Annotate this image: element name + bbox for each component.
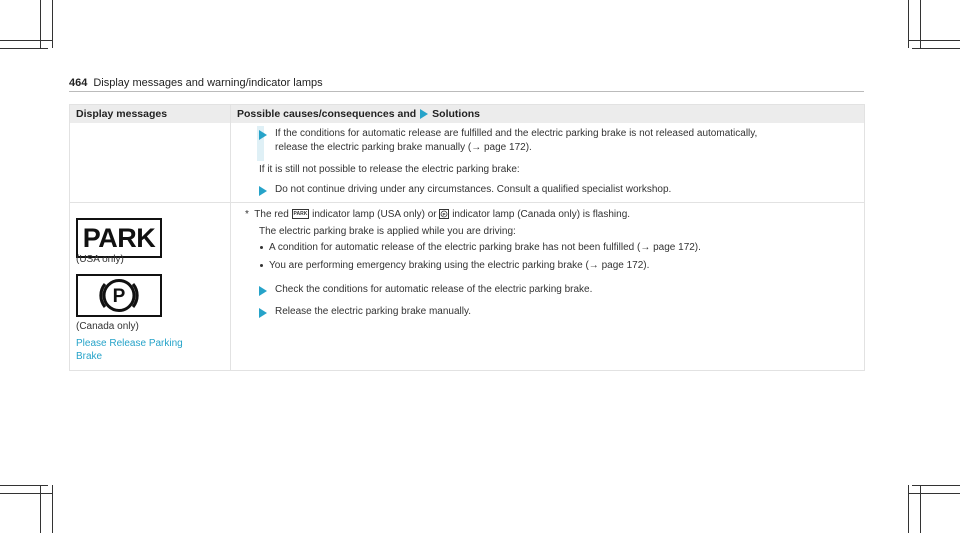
row-divider <box>70 202 864 203</box>
col-header-solutions-label: Solutions <box>432 108 481 120</box>
page-title: Display messages and warning/indicator lamps <box>93 77 323 89</box>
bullet <box>260 264 263 267</box>
arrow-right-icon <box>259 286 267 296</box>
display-messages-table <box>69 104 865 371</box>
message-please-release-line1: Please Release Parking <box>76 338 183 349</box>
lamp-text-2: indicator lamp (USA only) or <box>312 209 437 220</box>
parking-brake-p-icon <box>76 274 162 317</box>
col-header-display-messages: Display messages <box>76 108 168 120</box>
arrow-right-icon <box>259 130 267 140</box>
message-please-release-line2: Brake <box>76 351 103 362</box>
column-divider <box>230 105 231 370</box>
small-park-icon: PARK <box>293 211 308 218</box>
row1-note: If it is still not possible to release the electric parking brake: <box>259 164 520 175</box>
crop-mark <box>0 48 48 49</box>
row2-step1: Check the conditions for automatic release of the electric parking brake. <box>275 284 593 295</box>
row1-step1-line2: release the electric parking brake manually (→ page 172). <box>275 142 532 153</box>
crop-mark <box>0 40 52 41</box>
asterisk: * <box>245 209 249 220</box>
svg-text:P: P <box>442 212 446 218</box>
row1-step2: Do not continue driving under any circumstances. Consult a qualified specialist workshop. <box>275 184 672 195</box>
usa-only-label: (USA only) <box>76 254 124 265</box>
page-header <box>69 77 323 89</box>
row2-step2: Release the electric parking brake manually. <box>275 306 472 317</box>
applied-text: The electric parking brake is applied while you are driving: <box>259 226 516 237</box>
table-header <box>70 105 864 123</box>
crop-mark <box>912 485 960 486</box>
bullet <box>260 246 263 249</box>
svg-text:P: P <box>112 286 126 307</box>
page-number: 464 <box>69 77 88 89</box>
crop-mark <box>912 48 960 49</box>
col-header-causes <box>237 108 480 120</box>
canada-only-label: (Canada only) <box>76 321 139 332</box>
lamp-description <box>245 208 630 222</box>
bullet-1: A condition for automatic release of the electric parking brake has not been fulfilled (→ page 172). <box>269 242 701 253</box>
col-header-causes-label: Possible causes/consequences and <box>237 108 417 120</box>
lamp-text-3: indicator lamp (Canada only) is flashing. <box>452 209 631 220</box>
crop-mark <box>52 485 53 533</box>
bullet-2: You are performing emergency braking using the electric parking brake (→ page 172). <box>269 260 650 271</box>
crop-mark <box>52 0 53 48</box>
lamp-text-1: The red <box>254 209 289 220</box>
crop-mark <box>0 493 52 494</box>
arrow-right-icon <box>259 308 267 318</box>
crop-mark <box>908 493 960 494</box>
small-parking-p-icon <box>439 209 449 219</box>
arrow-right-icon <box>259 186 267 196</box>
crop-mark <box>908 40 960 41</box>
arrow-right-icon <box>420 109 428 119</box>
park-icon: PARK <box>76 218 162 258</box>
header-divider <box>69 91 864 92</box>
crop-mark <box>0 485 48 486</box>
row1-step1-line1: If the conditions for automatic release are fulfilled and the electric parking brake is not released automatically, <box>275 128 758 139</box>
